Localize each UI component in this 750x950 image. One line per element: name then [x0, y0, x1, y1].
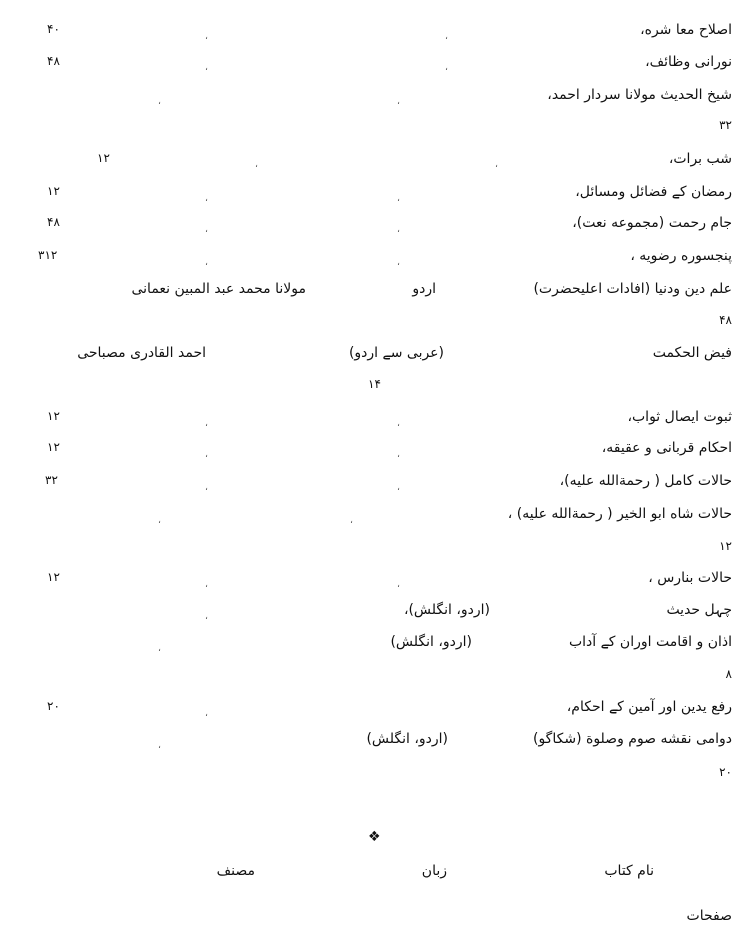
book-title: اذان و اقامت اوران کے آداب: [568, 634, 732, 650]
column-mark: ،: [205, 450, 208, 460]
book-title: علم دین ودنیا (افادات اعلیحضرت): [533, 281, 732, 297]
column-mark: ،: [205, 612, 208, 622]
column-mark: ،: [397, 483, 400, 493]
book-title: پنجسوره رضویه ،: [630, 248, 732, 264]
column-mark: ،: [255, 160, 258, 170]
book-language: (اردو، انگلش): [390, 634, 472, 650]
separator-ornament-icon: ❖: [368, 829, 381, 845]
column-mark: ،: [205, 580, 208, 590]
book-author: مولانا محمد عبد المبین نعمانی: [131, 281, 306, 297]
book-title: شب برات،: [668, 151, 732, 167]
page-count: ۳۲: [45, 473, 58, 487]
column-mark: ،: [158, 97, 161, 107]
page-count: ۱۲: [47, 184, 60, 198]
column-mark: ،: [205, 63, 208, 73]
column-mark: ،: [397, 258, 400, 268]
header-author: مصنف: [216, 863, 255, 879]
book-language: (اردو، انگلش): [366, 731, 448, 747]
book-author: احمد القادری مصباحی: [77, 345, 206, 361]
page-count: ۱۲: [47, 440, 60, 454]
book-title: ثبوت ایصال ثواب،: [627, 409, 732, 425]
header-language: زبان: [421, 863, 447, 879]
page-count: ۳۱۲: [38, 248, 58, 262]
column-mark: ،: [397, 580, 400, 590]
book-title: فیض الحکمت: [652, 345, 732, 361]
page-count: ۴۸: [47, 215, 60, 229]
column-mark: ،: [445, 63, 448, 73]
book-title: جام رحمت (مجموعه نعت)،: [572, 215, 732, 231]
book-language: (عربی سے اردو): [348, 345, 444, 361]
header-pages: صفحات: [686, 908, 732, 924]
page-count: ۱۲: [47, 570, 60, 584]
column-mark: ،: [205, 419, 208, 429]
page-count: ۴۸: [719, 313, 732, 327]
book-title: حالات شاه ابو الخیر ( رحمةالله علیه) ،: [507, 506, 732, 522]
book-title: چہل حدیث: [666, 602, 732, 618]
column-mark: ،: [205, 709, 208, 719]
column-mark: ،: [397, 450, 400, 460]
book-title: نورانی وظائف،: [645, 54, 732, 70]
book-title: حالات بنارس ،: [648, 570, 732, 586]
page-count: ۱۴: [368, 377, 381, 391]
column-mark: ،: [350, 516, 353, 526]
book-title: دوامی نقشه صوم وصلوة (شکاگو): [532, 731, 732, 747]
column-mark: ،: [158, 516, 161, 526]
book-title: شیخ الحدیث مولانا سردار احمد،: [547, 87, 732, 103]
page-count: ۴۸: [47, 54, 60, 68]
column-mark: ،: [445, 32, 448, 42]
page-count: ۲۰: [47, 699, 60, 713]
column-mark: ،: [158, 644, 161, 654]
page-count: ۱۲: [47, 409, 60, 423]
page-count: ۳۲: [719, 118, 732, 132]
column-mark: ،: [205, 483, 208, 493]
book-language: اردو: [412, 281, 436, 297]
column-mark: ،: [397, 97, 400, 107]
column-mark: ،: [205, 225, 208, 235]
column-mark: ،: [205, 258, 208, 268]
book-language: (اردو، انگلش)،: [403, 602, 490, 618]
book-title: احکام قربانی و عقیقه،: [601, 440, 732, 456]
page-count: ۲۰: [719, 765, 732, 779]
column-mark: ،: [397, 419, 400, 429]
column-mark: ،: [397, 194, 400, 204]
page-count: ۱۲: [719, 539, 732, 553]
page-count: ۸: [725, 667, 732, 681]
column-mark: ،: [397, 225, 400, 235]
book-title: رفع یدین اور آمین کے احکام،: [566, 699, 732, 715]
book-title: رمضان کے فضائل ومسائل،: [575, 184, 732, 200]
book-title: اصلاح معا شره،: [640, 22, 732, 38]
column-mark: ،: [158, 741, 161, 751]
column-mark: ،: [205, 194, 208, 204]
page-count: ۱۲: [97, 151, 110, 165]
page-count: ۴۰: [47, 22, 60, 36]
column-mark: ،: [495, 160, 498, 170]
header-book-name: نام کتاب: [604, 863, 654, 879]
column-mark: ،: [205, 32, 208, 42]
book-title: حالات کامل ( رحمةالله علیه)،: [559, 473, 732, 489]
